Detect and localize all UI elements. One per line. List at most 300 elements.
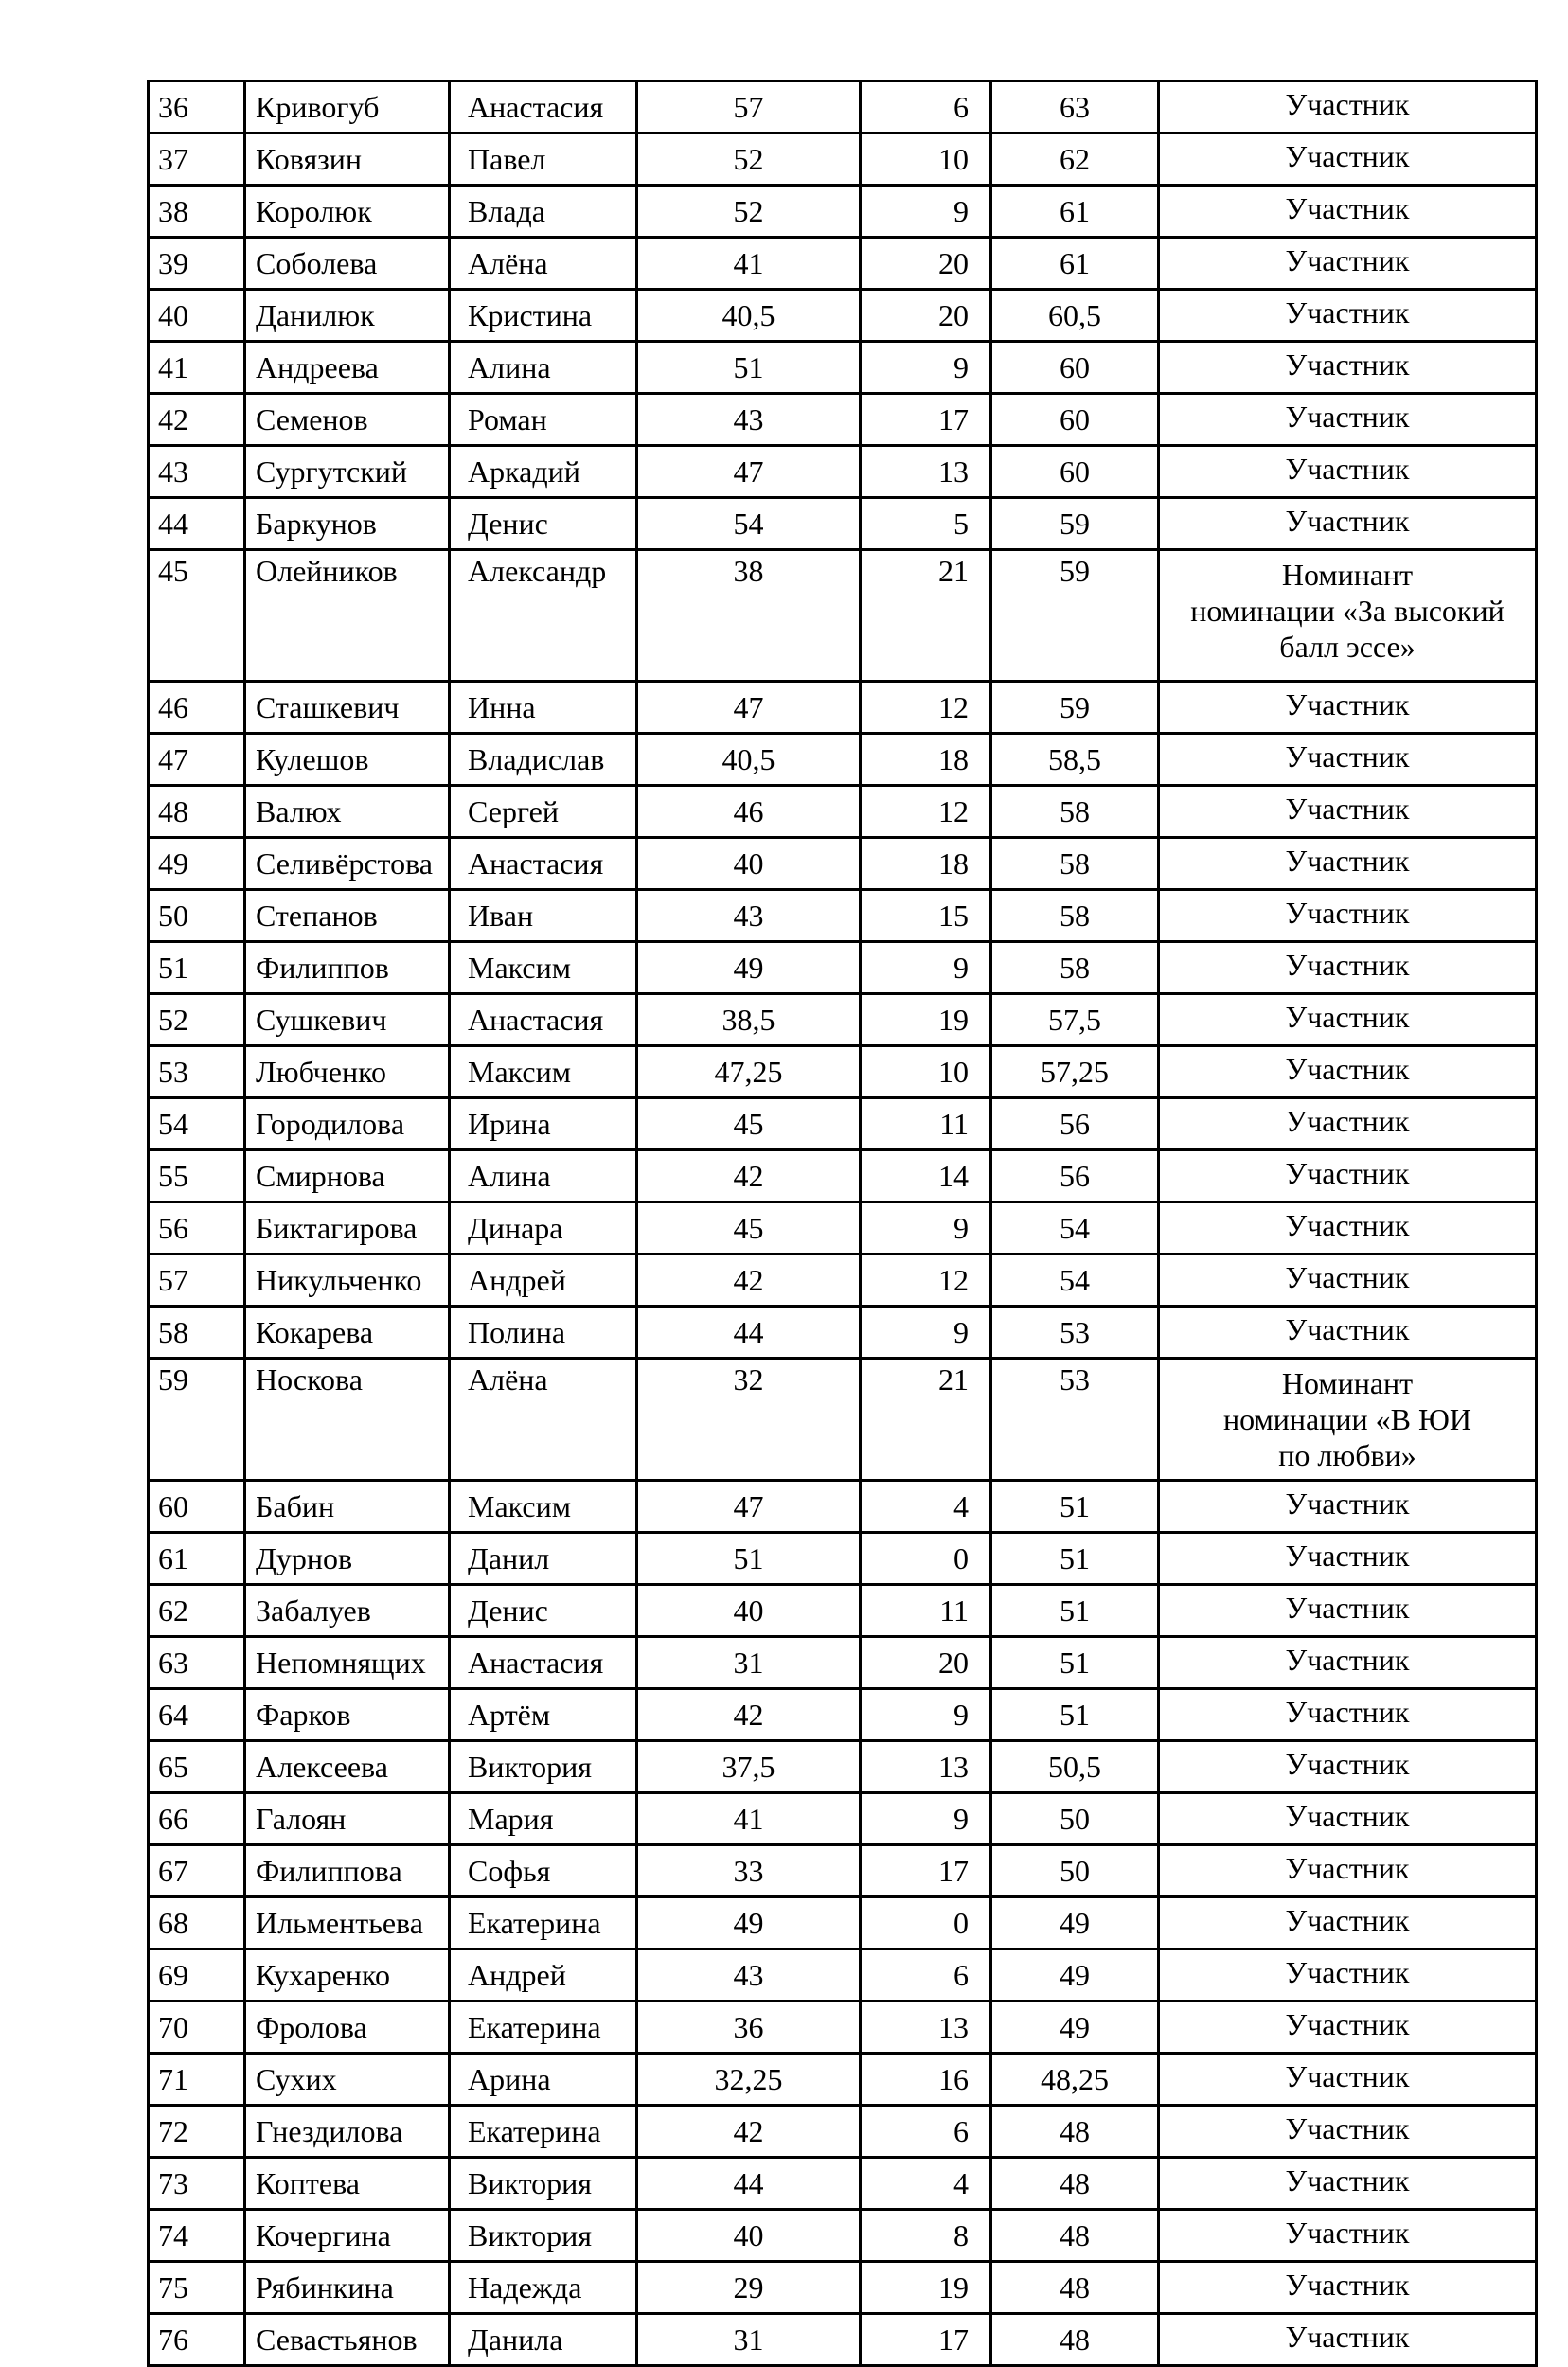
cell-score-2: 8 bbox=[861, 2210, 991, 2262]
cell-last-name: Дурнов bbox=[245, 1533, 450, 1585]
cell-score-1: 42 bbox=[637, 1150, 861, 1202]
cell-number: 61 bbox=[149, 1533, 245, 1585]
cell-number: 51 bbox=[149, 942, 245, 994]
cell-total: 60 bbox=[991, 394, 1159, 446]
status-text-line: Участник bbox=[1285, 1643, 1410, 1677]
cell-status bbox=[1159, 1202, 1537, 1255]
table-row bbox=[149, 550, 1537, 682]
table-row bbox=[149, 890, 1537, 942]
table-row bbox=[149, 1150, 1537, 1202]
cell-score-1: 43 bbox=[637, 394, 861, 446]
cell-score-1: 41 bbox=[637, 238, 861, 290]
cell-first-name: Аркадий bbox=[450, 446, 637, 498]
cell-first-name: Кристина bbox=[450, 290, 637, 342]
cell-last-name: Биктагирова bbox=[245, 1202, 450, 1255]
table-row bbox=[149, 1307, 1537, 1359]
cell-score-2: 20 bbox=[861, 238, 991, 290]
cell-status bbox=[1159, 2106, 1537, 2158]
cell-first-name: Максим bbox=[450, 1046, 637, 1098]
status-text-line: Номинант bbox=[1281, 558, 1414, 592]
cell-score-2: 16 bbox=[861, 2054, 991, 2106]
cell-total: 58,5 bbox=[991, 734, 1159, 786]
table-row bbox=[149, 342, 1537, 394]
status-text-line: Участник bbox=[1285, 191, 1410, 225]
table-row bbox=[149, 786, 1537, 838]
cell-status bbox=[1159, 342, 1537, 394]
cell-score-2: 17 bbox=[861, 1845, 991, 1897]
cell-status bbox=[1159, 394, 1537, 446]
cell-status bbox=[1159, 1481, 1537, 1533]
cell-number: 59 bbox=[149, 1359, 245, 1481]
cell-status bbox=[1159, 838, 1537, 890]
cell-first-name: Алёна bbox=[450, 238, 637, 290]
cell-status bbox=[1159, 890, 1537, 942]
cell-total: 61 bbox=[991, 186, 1159, 238]
cell-last-name: Ильментьева bbox=[245, 1897, 450, 1949]
cell-last-name: Непомнящих bbox=[245, 1637, 450, 1689]
status-text-line: Участник bbox=[1285, 896, 1410, 930]
cell-last-name: Кочергина bbox=[245, 2210, 450, 2262]
cell-score-2: 9 bbox=[861, 186, 991, 238]
cell-status bbox=[1159, 133, 1537, 186]
cell-number: 66 bbox=[149, 1793, 245, 1845]
cell-total: 51 bbox=[991, 1637, 1159, 1689]
cell-total: 53 bbox=[991, 1307, 1159, 1359]
table-row bbox=[149, 238, 1537, 290]
cell-total: 57,25 bbox=[991, 1046, 1159, 1098]
cell-score-1: 42 bbox=[637, 2106, 861, 2158]
cell-first-name: Динара bbox=[450, 1202, 637, 1255]
cell-status bbox=[1159, 290, 1537, 342]
cell-score-2: 13 bbox=[861, 2002, 991, 2054]
status-text-line: номинации «За высокий bbox=[1190, 594, 1505, 628]
cell-first-name: Алина bbox=[450, 1150, 637, 1202]
cell-first-name: Ирина bbox=[450, 1098, 637, 1150]
cell-total: 63 bbox=[991, 81, 1159, 133]
cell-last-name: Сургутский bbox=[245, 446, 450, 498]
table-row bbox=[149, 2054, 1537, 2106]
cell-last-name: Фролова bbox=[245, 2002, 450, 2054]
cell-score-1: 49 bbox=[637, 942, 861, 994]
cell-last-name: Сташкевич bbox=[245, 682, 450, 734]
status-text-line: Участник bbox=[1285, 844, 1410, 878]
cell-score-1: 47 bbox=[637, 682, 861, 734]
cell-score-2: 9 bbox=[861, 1689, 991, 1741]
cell-number: 57 bbox=[149, 1255, 245, 1307]
table-row bbox=[149, 1897, 1537, 1949]
cell-score-1: 38 bbox=[637, 550, 861, 682]
cell-score-2: 13 bbox=[861, 446, 991, 498]
table-row bbox=[149, 994, 1537, 1046]
cell-first-name: Инна bbox=[450, 682, 637, 734]
cell-score-2: 21 bbox=[861, 1359, 991, 1481]
cell-score-2: 15 bbox=[861, 890, 991, 942]
status-text-line: Участник bbox=[1285, 243, 1410, 277]
cell-score-1: 47,25 bbox=[637, 1046, 861, 1098]
status-text-line: Участник bbox=[1285, 139, 1410, 173]
cell-total: 59 bbox=[991, 550, 1159, 682]
cell-number: 53 bbox=[149, 1046, 245, 1098]
table-row bbox=[149, 498, 1537, 550]
cell-first-name: Екатерина bbox=[450, 2002, 637, 2054]
cell-score-1: 44 bbox=[637, 2158, 861, 2210]
status-text-line: Участник bbox=[1285, 504, 1410, 538]
results-table-body bbox=[149, 81, 1537, 2366]
status-text-line: Участник bbox=[1285, 2111, 1410, 2145]
cell-score-2: 10 bbox=[861, 133, 991, 186]
cell-number: 50 bbox=[149, 890, 245, 942]
cell-status bbox=[1159, 1150, 1537, 1202]
cell-first-name: Анастасия bbox=[450, 1637, 637, 1689]
cell-first-name: Владислав bbox=[450, 734, 637, 786]
cell-score-2: 5 bbox=[861, 498, 991, 550]
cell-number: 73 bbox=[149, 2158, 245, 2210]
cell-first-name: Иван bbox=[450, 890, 637, 942]
cell-last-name: Коптева bbox=[245, 2158, 450, 2210]
cell-number: 58 bbox=[149, 1307, 245, 1359]
cell-score-1: 57 bbox=[637, 81, 861, 133]
cell-last-name: Кривогуб bbox=[245, 81, 450, 133]
cell-first-name: Анастасия bbox=[450, 994, 637, 1046]
cell-status bbox=[1159, 786, 1537, 838]
cell-first-name: Андрей bbox=[450, 1949, 637, 2002]
cell-last-name: Галоян bbox=[245, 1793, 450, 1845]
cell-score-2: 17 bbox=[861, 394, 991, 446]
cell-first-name: Максим bbox=[450, 1481, 637, 1533]
cell-last-name: Степанов bbox=[245, 890, 450, 942]
cell-total: 60,5 bbox=[991, 290, 1159, 342]
cell-first-name: Екатерина bbox=[450, 2106, 637, 2158]
cell-total: 51 bbox=[991, 1689, 1159, 1741]
cell-status bbox=[1159, 942, 1537, 994]
status-text-line: Участник bbox=[1285, 1486, 1410, 1521]
cell-total: 56 bbox=[991, 1098, 1159, 1150]
cell-last-name: Любченко bbox=[245, 1046, 450, 1098]
table-row bbox=[149, 1481, 1537, 1533]
cell-total: 48,25 bbox=[991, 2054, 1159, 2106]
status-text-line: Участник bbox=[1285, 1104, 1410, 1138]
table-row bbox=[149, 133, 1537, 186]
cell-score-1: 29 bbox=[637, 2262, 861, 2314]
cell-first-name: Данила bbox=[450, 2314, 637, 2366]
table-row bbox=[149, 290, 1537, 342]
cell-first-name: Александр bbox=[450, 550, 637, 682]
cell-score-1: 51 bbox=[637, 1533, 861, 1585]
cell-status bbox=[1159, 1897, 1537, 1949]
cell-score-2: 14 bbox=[861, 1150, 991, 1202]
cell-score-1: 49 bbox=[637, 1897, 861, 1949]
cell-total: 50 bbox=[991, 1793, 1159, 1845]
cell-last-name: Сухих bbox=[245, 2054, 450, 2106]
cell-number: 40 bbox=[149, 290, 245, 342]
cell-first-name: Надежда bbox=[450, 2262, 637, 2314]
cell-first-name: Алина bbox=[450, 342, 637, 394]
cell-score-1: 45 bbox=[637, 1098, 861, 1150]
cell-number: 75 bbox=[149, 2262, 245, 2314]
cell-score-1: 40 bbox=[637, 1585, 861, 1637]
status-text-line: Участник bbox=[1285, 1539, 1410, 1573]
table-row bbox=[149, 1637, 1537, 1689]
cell-score-2: 11 bbox=[861, 1585, 991, 1637]
table-row bbox=[149, 394, 1537, 446]
cell-last-name: Баркунов bbox=[245, 498, 450, 550]
cell-total: 49 bbox=[991, 2002, 1159, 2054]
cell-number: 72 bbox=[149, 2106, 245, 2158]
cell-last-name: Семенов bbox=[245, 394, 450, 446]
cell-score-1: 43 bbox=[637, 1949, 861, 2002]
status-text-line: балл эссе» bbox=[1279, 630, 1416, 664]
cell-score-1: 42 bbox=[637, 1255, 861, 1307]
cell-first-name: Виктория bbox=[450, 2158, 637, 2210]
cell-total: 58 bbox=[991, 890, 1159, 942]
status-text-line: Участник bbox=[1285, 1591, 1410, 1625]
cell-number: 45 bbox=[149, 550, 245, 682]
status-text-line: Участник bbox=[1285, 2216, 1410, 2250]
cell-first-name: Павел bbox=[450, 133, 637, 186]
cell-status bbox=[1159, 1307, 1537, 1359]
cell-last-name: Ковязин bbox=[245, 133, 450, 186]
cell-number: 39 bbox=[149, 238, 245, 290]
cell-last-name: Сушкевич bbox=[245, 994, 450, 1046]
status-text-line: Участник bbox=[1285, 1312, 1410, 1346]
results-table bbox=[147, 80, 1538, 2367]
cell-first-name: Анастасия bbox=[450, 838, 637, 890]
cell-last-name: Фарков bbox=[245, 1689, 450, 1741]
cell-number: 38 bbox=[149, 186, 245, 238]
cell-total: 59 bbox=[991, 682, 1159, 734]
cell-last-name: Филиппов bbox=[245, 942, 450, 994]
cell-score-1: 47 bbox=[637, 1481, 861, 1533]
status-text-line: Участник bbox=[1285, 948, 1410, 982]
cell-score-2: 10 bbox=[861, 1046, 991, 1098]
cell-first-name: Влада bbox=[450, 186, 637, 238]
cell-total: 56 bbox=[991, 1150, 1159, 1202]
status-text-line: Участник bbox=[1285, 1208, 1410, 1242]
cell-number: 47 bbox=[149, 734, 245, 786]
cell-number: 64 bbox=[149, 1689, 245, 1741]
cell-score-2: 13 bbox=[861, 1741, 991, 1793]
cell-score-2: 11 bbox=[861, 1098, 991, 1150]
table-row bbox=[149, 2002, 1537, 2054]
cell-score-2: 6 bbox=[861, 81, 991, 133]
cell-score-1: 45 bbox=[637, 1202, 861, 1255]
cell-first-name: Екатерина bbox=[450, 1897, 637, 1949]
table-row bbox=[149, 1202, 1537, 1255]
cell-score-1: 43 bbox=[637, 890, 861, 942]
cell-score-1: 32 bbox=[637, 1359, 861, 1481]
cell-total: 60 bbox=[991, 342, 1159, 394]
cell-number: 48 bbox=[149, 786, 245, 838]
status-text-line: Участник bbox=[1285, 2007, 1410, 2041]
cell-total: 53 bbox=[991, 1359, 1159, 1481]
cell-total: 60 bbox=[991, 446, 1159, 498]
cell-score-1: 40 bbox=[637, 2210, 861, 2262]
cell-first-name: Арина bbox=[450, 2054, 637, 2106]
cell-score-2: 9 bbox=[861, 342, 991, 394]
cell-last-name: Филиппова bbox=[245, 1845, 450, 1897]
cell-status bbox=[1159, 1637, 1537, 1689]
status-text-line: Участник bbox=[1285, 1052, 1410, 1086]
cell-last-name: Кухаренко bbox=[245, 1949, 450, 2002]
cell-first-name: Сергей bbox=[450, 786, 637, 838]
status-text-line: Участник bbox=[1285, 1799, 1410, 1833]
cell-last-name: Королюк bbox=[245, 186, 450, 238]
cell-status bbox=[1159, 994, 1537, 1046]
status-text-line: Участник bbox=[1285, 87, 1410, 121]
cell-score-2: 4 bbox=[861, 2158, 991, 2210]
status-text-line: Участник bbox=[1285, 739, 1410, 774]
cell-number: 42 bbox=[149, 394, 245, 446]
cell-first-name: Анастасия bbox=[450, 81, 637, 133]
cell-status bbox=[1159, 186, 1537, 238]
status-text-line: Участник bbox=[1285, 1156, 1410, 1190]
cell-score-1: 40,5 bbox=[637, 290, 861, 342]
cell-last-name: Кулешов bbox=[245, 734, 450, 786]
cell-score-2: 0 bbox=[861, 1533, 991, 1585]
cell-last-name: Соболева bbox=[245, 238, 450, 290]
table-row bbox=[149, 1255, 1537, 1307]
cell-last-name: Севастьянов bbox=[245, 2314, 450, 2366]
cell-last-name: Олейников bbox=[245, 550, 450, 682]
cell-status bbox=[1159, 1046, 1537, 1098]
cell-score-2: 12 bbox=[861, 786, 991, 838]
cell-last-name: Валюх bbox=[245, 786, 450, 838]
cell-status bbox=[1159, 550, 1537, 682]
table-row bbox=[149, 1098, 1537, 1150]
cell-total: 49 bbox=[991, 1897, 1159, 1949]
status-text-line: Участник bbox=[1285, 1260, 1410, 1294]
cell-first-name: Артём bbox=[450, 1689, 637, 1741]
cell-status bbox=[1159, 1098, 1537, 1150]
cell-score-1: 51 bbox=[637, 342, 861, 394]
status-text-line: Номинант bbox=[1281, 1366, 1414, 1400]
table-row bbox=[149, 2106, 1537, 2158]
cell-total: 57,5 bbox=[991, 994, 1159, 1046]
cell-score-1: 31 bbox=[637, 1637, 861, 1689]
status-text-line: Участник bbox=[1285, 1903, 1410, 1937]
cell-score-2: 21 bbox=[861, 550, 991, 682]
cell-number: 43 bbox=[149, 446, 245, 498]
cell-last-name: Смирнова bbox=[245, 1150, 450, 1202]
status-text-line: Участник bbox=[1285, 1851, 1410, 1885]
cell-score-2: 19 bbox=[861, 994, 991, 1046]
table-row bbox=[149, 2262, 1537, 2314]
cell-number: 74 bbox=[149, 2210, 245, 2262]
cell-total: 48 bbox=[991, 2210, 1159, 2262]
status-text-line: Участник bbox=[1285, 2163, 1410, 2198]
status-text-line: Участник bbox=[1285, 2059, 1410, 2093]
cell-status bbox=[1159, 446, 1537, 498]
cell-total: 48 bbox=[991, 2158, 1159, 2210]
cell-score-2: 9 bbox=[861, 1793, 991, 1845]
table-row bbox=[149, 734, 1537, 786]
cell-score-1: 40 bbox=[637, 838, 861, 890]
cell-first-name: Андрей bbox=[450, 1255, 637, 1307]
cell-status bbox=[1159, 2262, 1537, 2314]
status-text-line: Участник bbox=[1285, 347, 1410, 382]
cell-status bbox=[1159, 2054, 1537, 2106]
cell-score-2: 18 bbox=[861, 734, 991, 786]
cell-score-2: 19 bbox=[861, 2262, 991, 2314]
cell-total: 58 bbox=[991, 786, 1159, 838]
cell-number: 65 bbox=[149, 1741, 245, 1793]
status-text-line: Участник bbox=[1285, 295, 1410, 329]
cell-number: 67 bbox=[149, 1845, 245, 1897]
cell-status bbox=[1159, 1845, 1537, 1897]
cell-status bbox=[1159, 81, 1537, 133]
cell-number: 36 bbox=[149, 81, 245, 133]
cell-status bbox=[1159, 1585, 1537, 1637]
cell-number: 44 bbox=[149, 498, 245, 550]
cell-first-name: Виктория bbox=[450, 1741, 637, 1793]
cell-number: 56 bbox=[149, 1202, 245, 1255]
cell-score-1: 38,5 bbox=[637, 994, 861, 1046]
cell-status bbox=[1159, 2158, 1537, 2210]
cell-score-1: 44 bbox=[637, 1307, 861, 1359]
table-row bbox=[149, 81, 1537, 133]
cell-status bbox=[1159, 1689, 1537, 1741]
cell-status bbox=[1159, 2002, 1537, 2054]
status-text-line: Участник bbox=[1285, 1695, 1410, 1729]
cell-last-name: Алексеева bbox=[245, 1741, 450, 1793]
table-row bbox=[149, 186, 1537, 238]
cell-total: 48 bbox=[991, 2314, 1159, 2366]
cell-total: 54 bbox=[991, 1255, 1159, 1307]
cell-status bbox=[1159, 682, 1537, 734]
cell-score-2: 12 bbox=[861, 1255, 991, 1307]
status-text-line: Участник bbox=[1285, 687, 1410, 721]
cell-first-name: Роман bbox=[450, 394, 637, 446]
cell-last-name: Данилюк bbox=[245, 290, 450, 342]
cell-first-name: Данил bbox=[450, 1533, 637, 1585]
cell-last-name: Гнездилова bbox=[245, 2106, 450, 2158]
cell-score-1: 52 bbox=[637, 133, 861, 186]
status-text-line: Участник bbox=[1285, 1747, 1410, 1781]
cell-number: 41 bbox=[149, 342, 245, 394]
cell-last-name: Забалуев bbox=[245, 1585, 450, 1637]
cell-total: 48 bbox=[991, 2262, 1159, 2314]
cell-first-name: Полина bbox=[450, 1307, 637, 1359]
table-row bbox=[149, 1845, 1537, 1897]
cell-total: 51 bbox=[991, 1481, 1159, 1533]
cell-score-1: 40,5 bbox=[637, 734, 861, 786]
table-row bbox=[149, 682, 1537, 734]
cell-status bbox=[1159, 1359, 1537, 1481]
table-row bbox=[149, 1585, 1537, 1637]
status-text-line: Участник bbox=[1285, 2268, 1410, 2302]
cell-status bbox=[1159, 238, 1537, 290]
cell-number: 76 bbox=[149, 2314, 245, 2366]
table-row bbox=[149, 2314, 1537, 2366]
cell-last-name: Городилова bbox=[245, 1098, 450, 1150]
cell-first-name: Виктория bbox=[450, 2210, 637, 2262]
cell-score-2: 9 bbox=[861, 1307, 991, 1359]
cell-last-name: Селивёрстова bbox=[245, 838, 450, 890]
table-row bbox=[149, 1741, 1537, 1793]
cell-total: 51 bbox=[991, 1585, 1159, 1637]
table-row bbox=[149, 1046, 1537, 1098]
cell-score-2: 6 bbox=[861, 1949, 991, 2002]
table-row bbox=[149, 1793, 1537, 1845]
cell-total: 61 bbox=[991, 238, 1159, 290]
cell-total: 50,5 bbox=[991, 1741, 1159, 1793]
cell-number: 49 bbox=[149, 838, 245, 890]
cell-score-1: 54 bbox=[637, 498, 861, 550]
table-row bbox=[149, 1689, 1537, 1741]
cell-status bbox=[1159, 2210, 1537, 2262]
cell-total: 49 bbox=[991, 1949, 1159, 2002]
cell-score-2: 0 bbox=[861, 1897, 991, 1949]
